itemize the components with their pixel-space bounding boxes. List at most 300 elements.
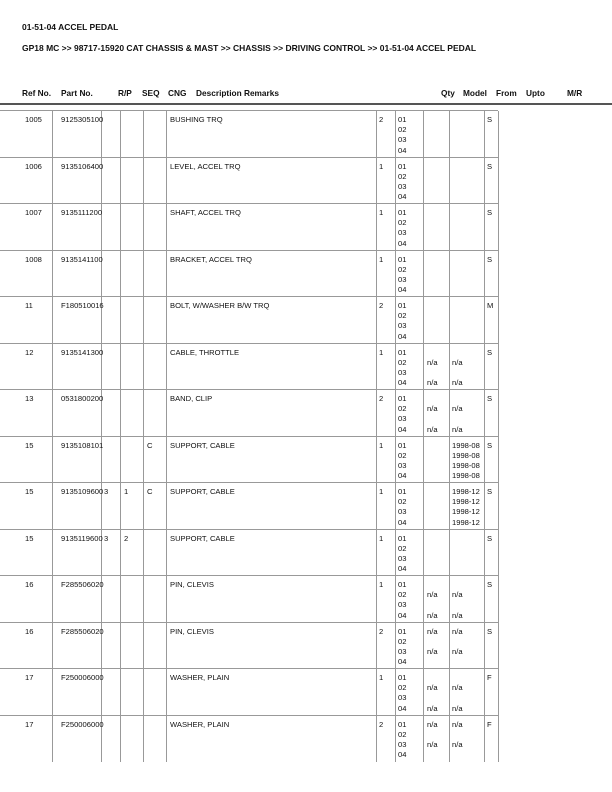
cell-from: n/a	[427, 404, 438, 414]
cell-ref-no: 1007	[25, 208, 42, 217]
cell-qty: 2	[379, 719, 384, 729]
header-from: From	[496, 88, 517, 98]
cell-ref-no: 15	[25, 533, 34, 543]
cell-ref-no: 1005	[25, 115, 42, 124]
column-divider	[423, 297, 424, 344]
cell-description: SUPPORT, CABLE	[170, 533, 235, 543]
table-row	[0, 203, 498, 251]
column-divider	[423, 390, 424, 437]
column-divider	[498, 530, 499, 577]
cell-description: BAND, CLIP	[170, 394, 213, 403]
column-divider	[166, 530, 167, 577]
cell-part-no: 9135111200	[61, 208, 103, 217]
cell-model: 04	[398, 238, 407, 248]
column-divider	[166, 623, 167, 670]
cell-mr: S	[487, 580, 493, 589]
cell-mr: S	[487, 626, 493, 636]
cell-model: 02	[398, 218, 407, 228]
column-divider	[120, 111, 121, 158]
column-divider	[484, 530, 485, 577]
cell-model: 04	[398, 517, 407, 527]
cell-model: 03	[398, 693, 407, 703]
cell-mr: F	[487, 719, 492, 729]
header-mr: M/R	[567, 88, 583, 98]
column-divider	[166, 344, 167, 391]
cell-model: 01	[398, 161, 407, 171]
cell-description: LEVEL, ACCEL TRQ	[170, 161, 241, 171]
cell-description: SUPPORT, CABLE	[170, 487, 235, 496]
cell-model: 03	[398, 600, 407, 610]
column-divider	[449, 716, 450, 763]
column-divider	[143, 576, 144, 623]
column-divider	[498, 716, 499, 763]
cell-qty: 1	[379, 533, 384, 543]
column-divider	[52, 716, 53, 763]
cell-model: 04	[398, 564, 407, 574]
column-divider	[395, 251, 396, 298]
cell-model: 01	[398, 347, 407, 357]
cell-upto: 1998-12	[452, 517, 480, 527]
column-divider	[376, 716, 377, 763]
table-row	[0, 529, 498, 577]
cell-description: BOLT, W/WASHER B/W TRQ	[170, 301, 270, 310]
column-divider	[143, 251, 144, 298]
cell-part-no: 9125305100	[61, 115, 104, 124]
column-divider	[498, 344, 499, 391]
column-divider	[423, 204, 424, 251]
cell-description: CABLE, THROTTLE	[170, 347, 240, 357]
column-divider	[423, 437, 424, 484]
cell-model: 01	[398, 440, 407, 450]
column-divider	[120, 297, 121, 344]
column-divider	[498, 437, 499, 484]
cell-qty: 2	[379, 301, 384, 310]
cell-part-no: F180510016	[61, 301, 104, 310]
column-divider	[449, 576, 450, 623]
cell-model: 04	[398, 378, 407, 388]
table-row	[0, 250, 498, 298]
cell-model: 02	[398, 497, 407, 507]
cell-upto: n/a	[452, 703, 463, 713]
cell-part-no: 9135141100	[61, 254, 103, 264]
cell-mr: S	[487, 394, 493, 403]
cell-mr: S	[487, 254, 493, 264]
cell-from: n/a	[427, 683, 438, 693]
column-divider	[120, 576, 121, 623]
cell-qty: 1	[379, 347, 384, 357]
column-divider	[498, 158, 499, 205]
cell-model: 01	[398, 254, 407, 264]
cell-part-no: 9135108101	[61, 440, 104, 450]
cell-mr: F	[487, 673, 492, 682]
column-divider	[484, 111, 485, 158]
cell-model: 02	[398, 171, 407, 181]
column-divider	[376, 623, 377, 670]
column-divider	[376, 576, 377, 623]
cell-from: n/a	[427, 703, 438, 713]
column-divider	[395, 158, 396, 205]
cell-model: 03	[398, 181, 407, 191]
cell-model: 02	[398, 543, 407, 553]
cell-from: n/a	[427, 610, 438, 620]
column-divider	[120, 251, 121, 298]
cell-model: 04	[398, 192, 407, 202]
column-divider	[449, 669, 450, 716]
cell-upto: n/a	[452, 610, 463, 620]
cell-model: 01	[398, 394, 407, 403]
cell-model: 02	[398, 357, 407, 367]
cell-cng: C	[147, 440, 153, 450]
cell-upto: n/a	[452, 719, 463, 729]
column-divider	[376, 111, 377, 158]
column-divider	[449, 204, 450, 251]
column-divider	[376, 390, 377, 437]
cell-upto: n/a	[452, 626, 463, 636]
cell-model: 02	[398, 683, 407, 693]
table-row	[0, 715, 498, 763]
column-divider	[376, 483, 377, 530]
cell-description: BRACKET, ACCEL TRQ	[170, 254, 252, 264]
column-divider	[423, 530, 424, 577]
cell-qty: 2	[379, 115, 384, 124]
column-divider	[484, 204, 485, 251]
column-divider	[423, 251, 424, 298]
cell-ref-no: 15	[25, 440, 34, 450]
column-divider	[166, 158, 167, 205]
cell-description: SUPPORT, CABLE	[170, 440, 235, 450]
column-divider	[166, 111, 167, 158]
cell-upto: n/a	[452, 424, 463, 434]
column-divider	[449, 530, 450, 577]
cell-part-no: 9135106400	[61, 161, 104, 171]
column-divider	[376, 669, 377, 716]
column-divider	[395, 344, 396, 391]
column-divider	[449, 390, 450, 437]
column-divider	[143, 716, 144, 763]
cell-model: 04	[398, 657, 407, 667]
column-divider	[376, 204, 377, 251]
column-divider	[52, 111, 53, 158]
header-upto: Upto	[526, 88, 545, 98]
header-cng: CNG	[168, 88, 187, 98]
column-divider	[120, 669, 121, 716]
column-divider	[484, 483, 485, 530]
column-divider	[423, 158, 424, 205]
cell-cng: C	[147, 487, 153, 496]
column-divider	[395, 204, 396, 251]
cell-model: 02	[398, 311, 407, 321]
column-divider	[423, 344, 424, 391]
column-divider	[120, 716, 121, 763]
column-divider	[166, 204, 167, 251]
cell-from: n/a	[427, 590, 438, 600]
header-part: Part No.	[61, 88, 93, 98]
cell-mr: M	[487, 301, 494, 310]
cell-description: SHAFT, ACCEL TRQ	[170, 208, 241, 217]
cell-model: 01	[398, 719, 407, 729]
column-divider	[484, 437, 485, 484]
cell-model: 01	[398, 533, 407, 543]
column-divider	[52, 669, 53, 716]
page-title: 01-51-04 ACCEL PEDAL	[22, 22, 119, 32]
cell-mr: S	[487, 161, 493, 171]
cell-model: 04	[398, 610, 407, 620]
cell-model: 04	[398, 750, 407, 760]
column-divider	[423, 111, 424, 158]
column-divider	[395, 483, 396, 530]
cell-upto: 1998-12	[452, 497, 480, 507]
cell-rp: 3	[104, 487, 109, 496]
cell-part-no: 9135119600	[61, 533, 103, 543]
cell-description: BUSHING TRQ	[170, 115, 223, 124]
column-divider	[423, 576, 424, 623]
column-divider	[376, 251, 377, 298]
column-divider	[449, 297, 450, 344]
cell-model: 01	[398, 580, 407, 589]
cell-from: n/a	[427, 626, 438, 636]
cell-model: 02	[398, 590, 407, 600]
column-divider	[143, 344, 144, 391]
column-divider	[166, 669, 167, 716]
column-divider	[143, 623, 144, 670]
cell-model: 03	[398, 367, 407, 377]
column-divider	[498, 483, 499, 530]
column-divider	[449, 623, 450, 670]
column-divider	[120, 344, 121, 391]
cell-qty: 1	[379, 208, 384, 217]
cell-model: 03	[398, 507, 407, 517]
column-divider	[395, 390, 396, 437]
cell-model: 03	[398, 739, 407, 749]
cell-model: 01	[398, 626, 407, 636]
column-divider	[498, 251, 499, 298]
column-divider	[143, 530, 144, 577]
cell-qty: 1	[379, 440, 384, 450]
column-divider	[143, 158, 144, 205]
column-divider	[143, 111, 144, 158]
column-divider	[395, 111, 396, 158]
cell-upto: 1998-08	[452, 460, 480, 470]
column-divider	[166, 716, 167, 763]
table-row	[0, 110, 498, 158]
column-divider	[449, 437, 450, 484]
cell-ref-no: 16	[25, 626, 34, 636]
cell-ref-no: 1006	[25, 161, 42, 171]
cell-upto: n/a	[452, 646, 463, 656]
cell-qty: 2	[379, 394, 384, 403]
column-divider	[52, 576, 53, 623]
cell-seq: 2	[124, 533, 129, 543]
cell-upto: 1998-08	[452, 471, 480, 481]
column-divider	[395, 669, 396, 716]
cell-ref-no: 16	[25, 580, 34, 589]
cell-model: 04	[398, 285, 407, 295]
column-divider	[484, 669, 485, 716]
cell-model: 03	[398, 414, 407, 424]
table-row	[0, 296, 498, 344]
column-divider	[120, 390, 121, 437]
cell-model: 03	[398, 553, 407, 563]
cell-qty: 2	[379, 626, 384, 636]
cell-from: n/a	[427, 719, 438, 729]
cell-part-no: F285506020	[61, 626, 104, 636]
cell-model: 04	[398, 703, 407, 713]
column-divider	[449, 158, 450, 205]
column-divider	[52, 251, 53, 298]
column-divider	[423, 623, 424, 670]
cell-ref-no: 15	[25, 487, 34, 496]
column-divider	[423, 669, 424, 716]
cell-from: n/a	[427, 739, 438, 749]
column-divider	[52, 390, 53, 437]
cell-qty: 1	[379, 254, 384, 264]
column-divider	[484, 716, 485, 763]
column-divider	[376, 344, 377, 391]
column-divider	[484, 297, 485, 344]
cell-description: WASHER, PLAIN	[170, 719, 230, 729]
cell-model: 02	[398, 404, 407, 414]
table-row	[0, 668, 498, 716]
column-divider	[376, 437, 377, 484]
column-divider	[166, 483, 167, 530]
cell-part-no: F250006000	[61, 673, 104, 682]
cell-model: 02	[398, 264, 407, 274]
cell-ref-no: 1008	[25, 254, 42, 264]
cell-seq: 1	[124, 487, 129, 496]
column-divider	[166, 251, 167, 298]
column-divider	[484, 576, 485, 623]
cell-rp: 3	[104, 533, 109, 543]
cell-model: 03	[398, 321, 407, 331]
cell-model: 02	[398, 125, 407, 135]
cell-mr: S	[487, 347, 493, 357]
column-divider	[498, 623, 499, 670]
cell-part-no: 0531800200	[61, 394, 104, 403]
column-divider	[52, 158, 53, 205]
table-row	[0, 343, 498, 391]
column-divider	[498, 204, 499, 251]
header-ref: Ref No.	[22, 88, 52, 98]
column-divider	[52, 204, 53, 251]
cell-qty: 1	[379, 487, 384, 496]
column-divider	[449, 251, 450, 298]
column-divider	[143, 204, 144, 251]
breadcrumb: GP18 MC >> 98717-15920 CAT CHASSIS & MAST >> CHASSIS >> DRIVING CONTROL >> 01-51-04 ACCEL PEDAL	[22, 43, 477, 53]
cell-part-no: 9135141300	[61, 347, 104, 357]
column-divider	[143, 437, 144, 484]
column-divider	[498, 669, 499, 716]
column-divider	[376, 530, 377, 577]
column-divider	[498, 111, 499, 158]
column-divider	[166, 297, 167, 344]
cell-description: WASHER, PLAIN	[170, 673, 230, 682]
table-row	[0, 157, 498, 205]
column-divider	[484, 158, 485, 205]
cell-qty: 1	[379, 673, 384, 682]
cell-upto: n/a	[452, 357, 463, 367]
column-divider	[449, 483, 450, 530]
cell-model: 03	[398, 460, 407, 470]
column-divider	[423, 716, 424, 763]
table-row	[0, 436, 498, 484]
cell-model: 04	[398, 471, 407, 481]
column-divider	[395, 530, 396, 577]
column-divider	[449, 111, 450, 158]
cell-part-no: 9135109600	[61, 487, 104, 496]
cell-model: 03	[398, 646, 407, 656]
column-divider	[498, 390, 499, 437]
column-divider	[376, 297, 377, 344]
column-divider	[120, 437, 121, 484]
column-divider	[376, 158, 377, 205]
column-divider	[120, 158, 121, 205]
column-divider	[120, 483, 121, 530]
cell-model: 03	[398, 274, 407, 284]
cell-model: 04	[398, 145, 407, 155]
column-divider	[166, 437, 167, 484]
cell-model: 04	[398, 424, 407, 434]
cell-model: 03	[398, 135, 407, 145]
cell-upto: n/a	[452, 404, 463, 414]
column-divider	[120, 623, 121, 670]
column-divider	[52, 344, 53, 391]
column-divider	[52, 530, 53, 577]
column-divider	[498, 576, 499, 623]
cell-model: 01	[398, 208, 407, 217]
cell-model: 01	[398, 487, 407, 496]
column-divider	[484, 390, 485, 437]
cell-ref-no: 13	[25, 394, 34, 403]
column-divider	[52, 623, 53, 670]
column-divider	[484, 251, 485, 298]
cell-qty: 1	[379, 580, 384, 589]
cell-model: 01	[398, 673, 407, 682]
header-desc: Description Remarks	[196, 88, 280, 98]
column-divider	[52, 437, 53, 484]
cell-upto: n/a	[452, 739, 463, 749]
table-row	[0, 575, 498, 623]
cell-ref-no: 12	[25, 347, 34, 357]
cell-model: 02	[398, 450, 407, 460]
cell-upto: 1998-12	[452, 507, 480, 517]
cell-description: PIN, CLEVIS	[170, 580, 214, 589]
cell-qty: 1	[379, 161, 384, 171]
column-divider	[449, 344, 450, 391]
cell-mr: S	[487, 487, 493, 496]
cell-upto: 1998-08	[452, 440, 480, 450]
cell-from: n/a	[427, 424, 438, 434]
column-divider	[395, 576, 396, 623]
cell-from: n/a	[427, 357, 438, 367]
cell-model: 01	[398, 115, 407, 124]
column-divider	[395, 297, 396, 344]
cell-mr: S	[487, 208, 493, 217]
column-divider	[143, 297, 144, 344]
cell-mr: S	[487, 440, 493, 450]
column-divider	[395, 623, 396, 670]
header-rp: R/P	[118, 88, 132, 98]
cell-ref-no: 11	[25, 301, 33, 310]
column-divider	[120, 204, 121, 251]
cell-upto: n/a	[452, 378, 463, 388]
cell-part-no: F250006000	[61, 719, 104, 729]
column-divider	[484, 623, 485, 670]
header-qty: Qty	[441, 88, 455, 98]
column-divider	[52, 483, 53, 530]
cell-upto: n/a	[452, 590, 463, 600]
cell-model: 03	[398, 228, 407, 238]
table-row	[0, 389, 498, 437]
